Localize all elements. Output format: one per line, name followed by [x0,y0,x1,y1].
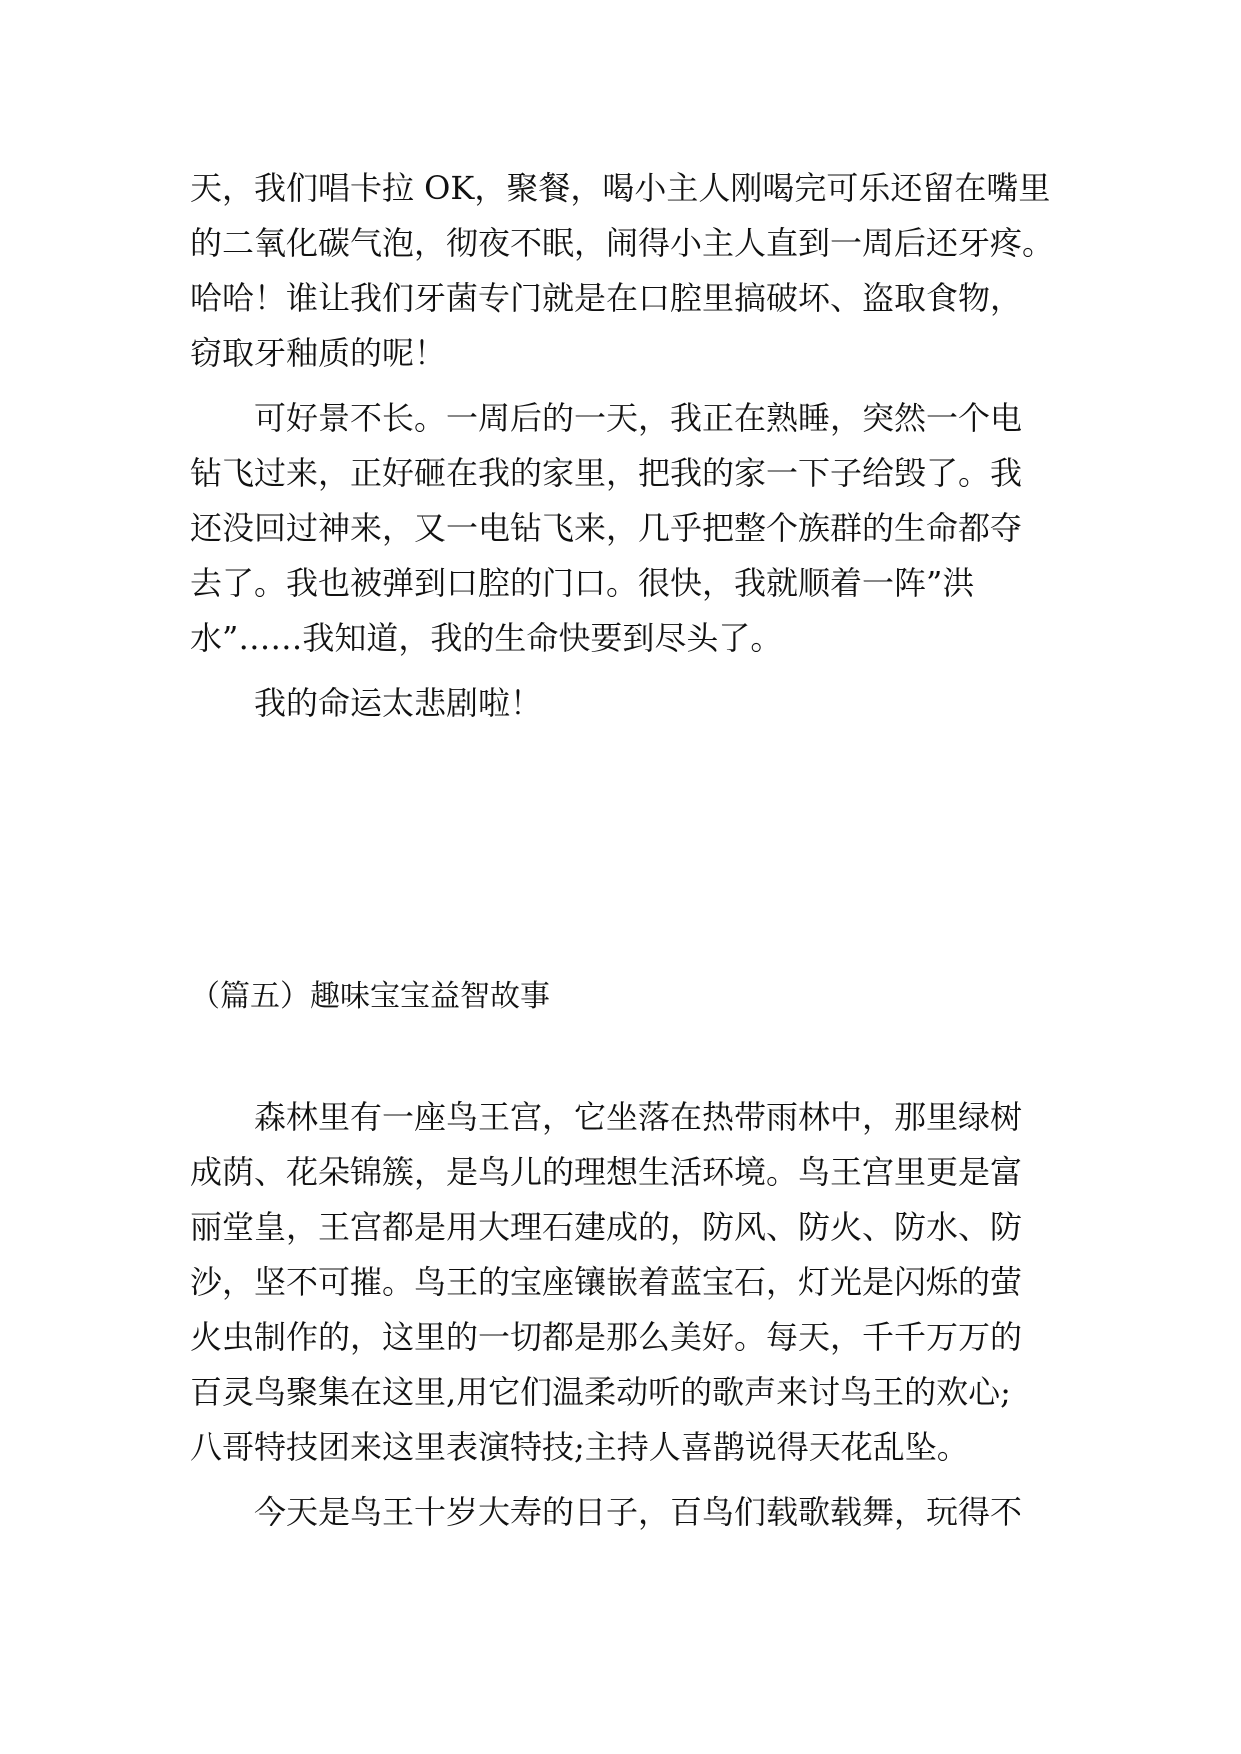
paragraph-line: 火虫制作的，这里的一切都是那么美好。每天，千千万万的 [190,1318,1023,1356]
paragraph-line: 水”……我知道，我的生命快要到尽头了。 [190,619,783,657]
paragraph-line: 去了。我也被弹到口腔的门口。很快，我就顺着一阵”洪 [190,564,975,602]
paragraph-line: 森林里有一座鸟王宫，它坐落在热带雨林中，那里绿树 [254,1098,1023,1136]
paragraph-line: 还没回过神来，又一电钻飞来，几乎把整个族群的生命都夺 [190,509,1023,547]
paragraph-line: 可好景不长。一周后的一天，我正在熟睡，突然一个电 [254,399,1023,437]
paragraph-line: 百灵鸟聚集在这里,用它们温柔动听的歌声来讨鸟王的欢心; [190,1373,1011,1411]
paragraph-line: 窃取牙釉质的呢！ [190,334,447,372]
paragraph-line: 我的命运太悲剧啦！ [254,684,543,722]
paragraph-line: 八哥特技团来这里表演特技;主持人喜鹊说得天花乱坠。 [190,1428,969,1466]
paragraph-line: 哈哈！谁让我们牙菌专门就是在口腔里搞破坏、盗取食物， [190,279,1023,317]
paragraph-line: 今天是鸟王十岁大寿的日子，百鸟们载歌载舞，玩得不 [254,1493,1023,1531]
section-title: （篇五）趣味宝宝益智故事 [190,979,550,1014]
paragraph-line: 的二氧化碳气泡，彻夜不眠，闹得小主人直到一周后还牙疼。 [190,224,1055,262]
paragraph-line: 天，我们唱卡拉 OK，聚餐，喝小主人刚喝完可乐还留在嘴里 [190,169,1051,207]
paragraph-line: 成荫、花朵锦簇，是鸟儿的理想生活环境。鸟王宫里更是富 [190,1153,1023,1191]
paragraph-line: 钻飞过来，正好砸在我的家里，把我的家一下子给毁了。我 [190,454,1023,492]
paragraph-line: 沙，坚不可摧。鸟王的宝座镶嵌着蓝宝石，灯光是闪烁的萤 [190,1263,1023,1301]
paragraph-line: 丽堂皇，王宫都是用大理石建成的，防风、防火、防水、防 [190,1208,1023,1246]
